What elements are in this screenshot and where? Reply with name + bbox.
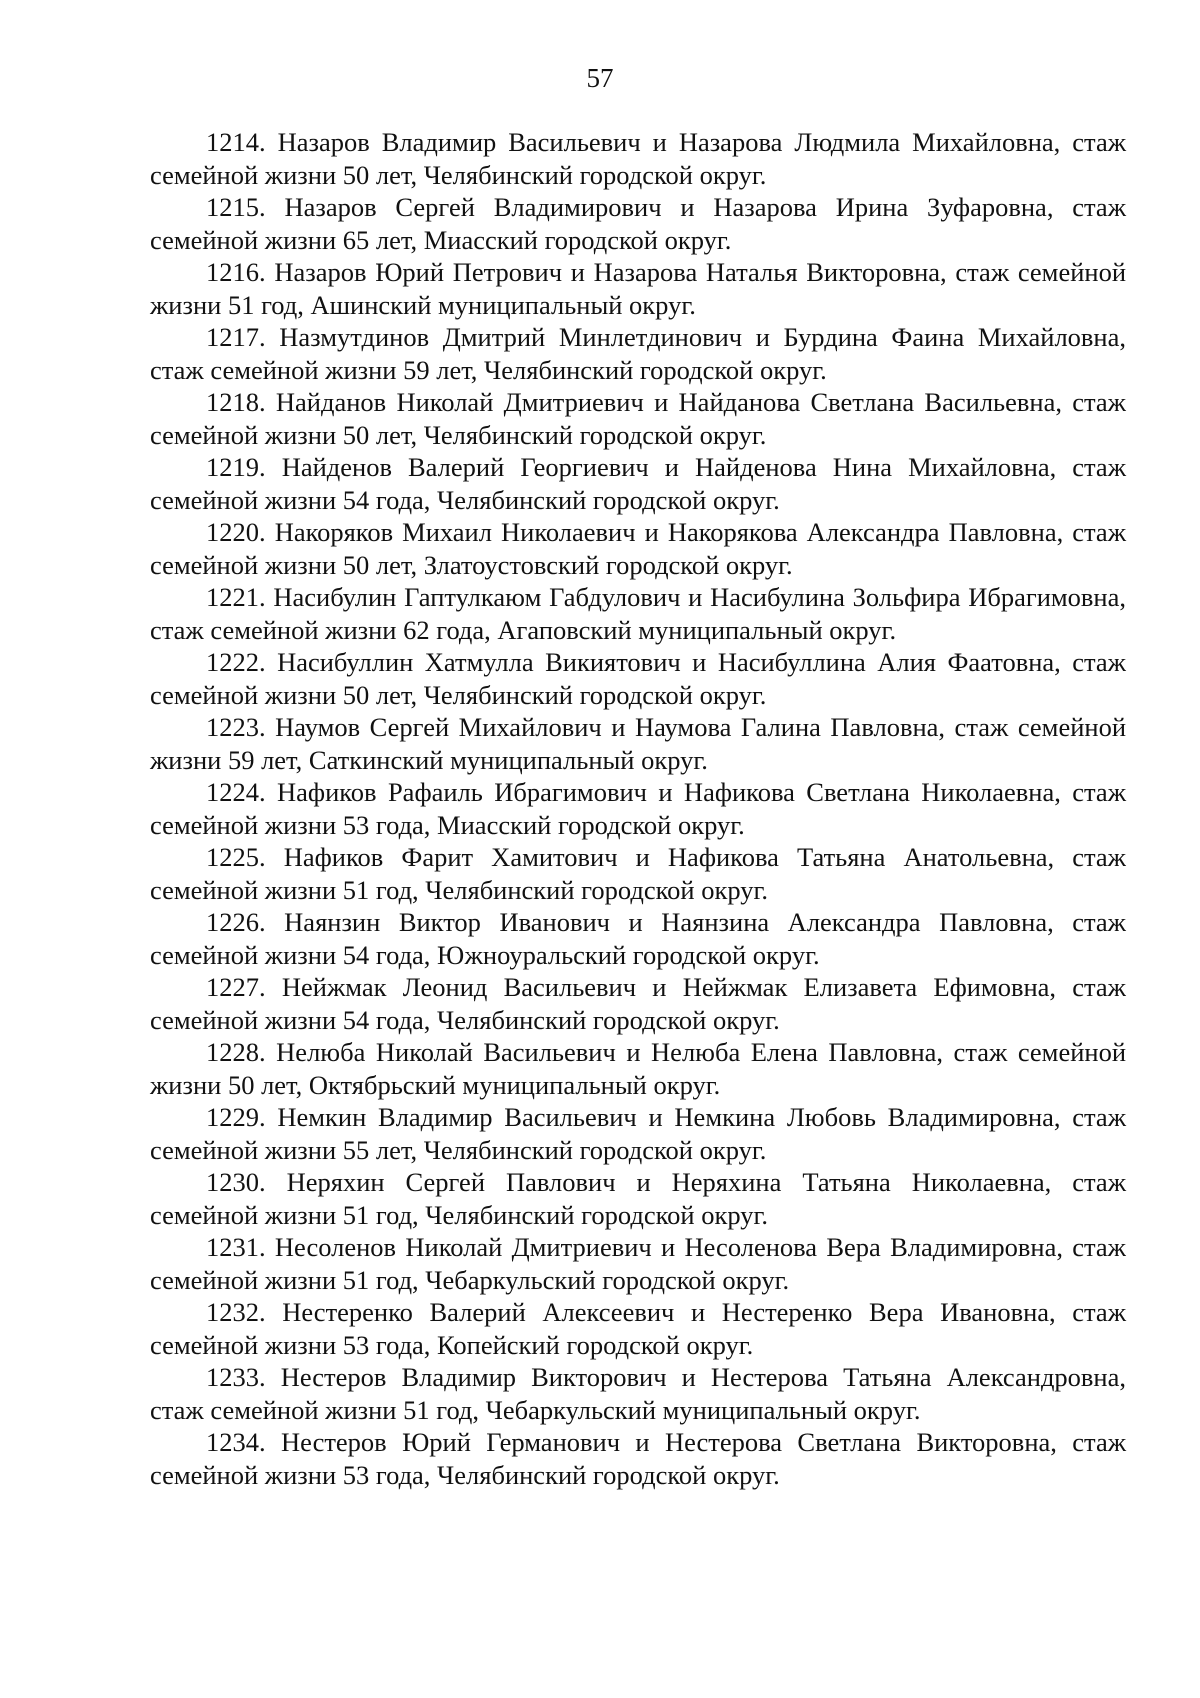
list-item: [150, 256, 1126, 321]
entry-text: Найденов Валерий Георгиевич и Найденова Нина Михайловна, стаж семейной жизни 54 года, Челябинский городской округ.: [150, 452, 1127, 515]
entry-number: 1216.: [206, 257, 266, 287]
list-item: [150, 646, 1126, 711]
list-item: [150, 581, 1126, 646]
list-item: [150, 1361, 1126, 1426]
entry-text: Нейжмак Леонид Васильевич и Нейжмак Елизавета Ефимовна, стаж семейной жизни 54 года, Челябинский городской округ.: [150, 972, 1126, 1035]
list-item: [150, 1036, 1126, 1101]
entry-number: 1220.: [206, 517, 266, 547]
entry-number: 1227.: [206, 972, 266, 1002]
entry-number: 1221.: [206, 582, 266, 612]
entry-text: Нестеренко Валерий Алексеевич и Нестеренко Вера Ивановна, стаж семейной жизни 53 года, Копейский городской округ.: [150, 1297, 1126, 1360]
entry-number: 1224.: [206, 777, 266, 807]
entry-number: 1222.: [206, 647, 266, 677]
entry-text: Найданов Николай Дмитриевич и Найданова Светлана Васильевна, стаж семейной жизни 50 лет, Челябинский городской округ.: [150, 387, 1126, 450]
list-item: [150, 321, 1126, 386]
entry-text: Назмутдинов Дмитрий Минлетдинович и Бурдина Фаина Михайловна, стаж семейной жизни 59 лет, Челябинский городской округ.: [150, 322, 1127, 385]
entry-text: Неряхин Сергей Павлович и Неряхина Татьяна Николаевна, стаж семейной жизни 51 год, Челябинский городской округ.: [150, 1167, 1127, 1230]
entry-number: 1225.: [206, 842, 266, 872]
entry-number: 1215.: [206, 192, 266, 222]
list-item: [150, 1166, 1126, 1231]
list-item: [150, 516, 1126, 581]
list-item: [150, 191, 1126, 256]
list-item: [150, 776, 1126, 841]
entry-text: Нафиков Фарит Хамитович и Нафикова Татьяна Анатольевна, стаж семейной жизни 51 год, Челябинский городской округ.: [150, 842, 1126, 905]
entry-text: Насибулин Гаптулкаюм Габдулович и Насибулина Зольфира Ибрагимовна, стаж семейной жизни 62 года, Агаповский муниципальный округ.: [150, 582, 1126, 645]
page-number: 57: [586, 63, 614, 93]
entry-text: Немкин Владимир Васильевич и Немкина Любовь Владимировна, стаж семейной жизни 55 лет, Челябинский городской округ.: [150, 1102, 1126, 1165]
entry-text: Нелюба Николай Васильевич и Нелюба Елена Павловна, стаж семейной жизни 50 лет, Октябрьский муниципальный округ.: [150, 1037, 1126, 1100]
entry-number: 1232.: [206, 1297, 266, 1327]
list-item: [150, 1101, 1126, 1166]
entry-number: 1219.: [206, 452, 266, 482]
entry-number: 1229.: [206, 1102, 266, 1132]
entry-list: [150, 126, 1126, 1491]
list-item: [150, 126, 1126, 191]
list-item: [150, 906, 1126, 971]
entry-number: 1223.: [206, 712, 266, 742]
list-item: [150, 451, 1126, 516]
entry-text: Назаров Сергей Владимирович и Назарова Ирина Зуфаровна, стаж семейной жизни 65 лет, Миасский городской округ.: [150, 192, 1127, 255]
entry-number: 1230.: [206, 1167, 266, 1197]
entry-text: Назаров Владимир Васильевич и Назарова Людмила Михайловна, стаж семейной жизни 50 лет, Челябинский городской округ.: [150, 127, 1127, 190]
entry-text: Несоленов Николай Дмитриевич и Несоленова Вера Владимировна, стаж семейной жизни 51 год, Чебаркульский городской округ.: [150, 1232, 1126, 1295]
list-item: [150, 1426, 1126, 1491]
entry-number: 1214.: [206, 127, 266, 157]
list-item: [150, 1296, 1126, 1361]
entry-text: Нестеров Владимир Викторович и Нестерова Татьяна Александровна, стаж семейной жизни 51 год, Чебаркульский муниципальный округ.: [150, 1362, 1127, 1425]
entry-number: 1233.: [206, 1362, 266, 1392]
entry-text: Нафиков Рафаиль Ибрагимович и Нафикова Светлана Николаевна, стаж семейной жизни 53 года, Миасский городской округ.: [150, 777, 1126, 840]
entry-text: Нестеров Юрий Германович и Нестерова Светлана Викторовна, стаж семейной жизни 53 года, Челябинский городской округ.: [150, 1427, 1127, 1490]
list-item: [150, 841, 1126, 906]
entry-text: Насибуллин Хатмулла Викиятович и Насибуллина Алия Фаатовна, стаж семейной жизни 50 лет, Челябинский городской округ.: [150, 647, 1126, 710]
list-item: [150, 711, 1126, 776]
entry-number: 1226.: [206, 907, 266, 937]
list-item: [150, 1231, 1126, 1296]
list-item: [150, 386, 1126, 451]
entry-text: Наянзин Виктор Иванович и Наянзина Александра Павловна, стаж семейной жизни 54 года, Южноуральский городской округ.: [150, 907, 1126, 970]
entry-number: 1234.: [206, 1427, 266, 1457]
entry-text: Назаров Юрий Петрович и Назарова Наталья Викторовна, стаж семейной жизни 51 год, Ашинский муниципальный округ.: [150, 257, 1127, 320]
list-item: [150, 971, 1126, 1036]
entry-text: Накоряков Михаил Николаевич и Накорякова Александра Павловна, стаж семейной жизни 50 лет, Златоустовский городской округ.: [150, 517, 1127, 580]
entry-number: 1228.: [206, 1037, 266, 1067]
entry-text: Наумов Сергей Михайлович и Наумова Галина Павловна, стаж семейной жизни 59 лет, Саткинский муниципальный округ.: [150, 712, 1126, 775]
entry-number: 1217.: [206, 322, 266, 352]
entry-number: 1218.: [206, 387, 266, 417]
entry-number: 1231.: [206, 1232, 266, 1262]
